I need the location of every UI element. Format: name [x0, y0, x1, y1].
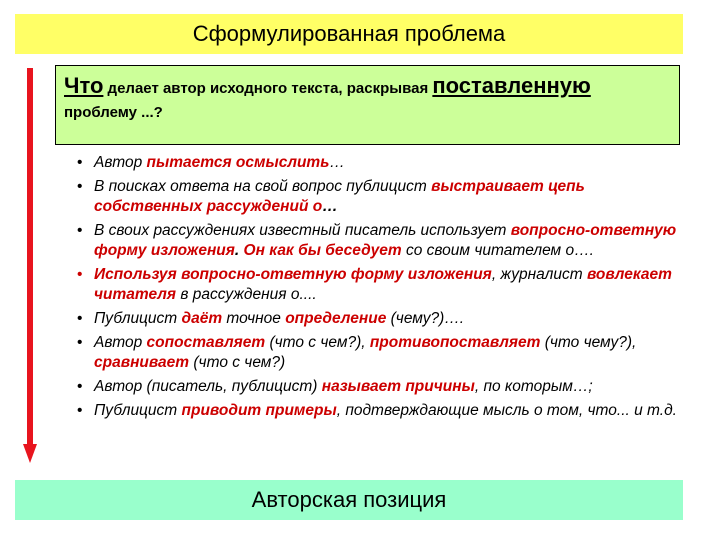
header-title: Сформулированная проблема	[192, 21, 506, 46]
list-item	[77, 401, 677, 421]
down-arrow-icon	[23, 68, 37, 463]
list-item	[77, 265, 677, 305]
highlight-phrase: вовлекает читателя	[94, 266, 672, 303]
highlight-phrase: Используя вопросно-ответную форму изложения	[94, 266, 492, 283]
question-word-what: Что	[64, 73, 104, 98]
list-item	[77, 153, 677, 173]
highlight-phrase: выстраивает цепь собственных рассуждений о	[94, 178, 585, 215]
list-item-text: Автор (писатель, публицист)	[94, 378, 322, 395]
question-box	[55, 65, 680, 145]
question-text-part2: проблему ...?	[64, 103, 163, 121]
highlight-phrase: Он как бы беседует	[243, 242, 402, 259]
list-item-text: со своим читателем о….	[401, 242, 594, 259]
list-item-text: Публицист	[94, 402, 182, 419]
header-bar	[15, 14, 683, 54]
list-item-text: , по которым…;	[474, 378, 593, 395]
list-item	[77, 309, 677, 329]
list-item-text: (что с чем?)	[189, 354, 286, 371]
list-item-text: (что чему?),	[540, 334, 637, 351]
list-item-text: , журналист	[491, 266, 587, 283]
highlight-phrase: приводит примеры	[181, 402, 337, 419]
list-item-text: Автор	[94, 334, 147, 351]
list-item	[77, 177, 677, 217]
list-item-text: В поисках ответа на свой вопрос публицист	[94, 178, 432, 195]
list-item-text: В своих рассуждениях известный писатель использует	[94, 222, 511, 239]
highlight-phrase: противопоставляет	[369, 334, 541, 351]
highlight-phrase: определение	[285, 310, 387, 327]
highlight-phrase: даёт	[181, 310, 223, 327]
highlight-phrase: пытается осмыслить	[146, 154, 330, 171]
highlight-phrase: вопросно-ответную форму изложения	[94, 222, 677, 259]
list-item	[77, 377, 677, 397]
list-item-text: .	[234, 242, 244, 259]
highlight-phrase: сопоставляет	[146, 334, 266, 351]
list-item-text: точное	[222, 310, 286, 327]
footer-title: Авторская позиция	[251, 487, 447, 512]
list-item-text: , подтверждающие мысль о том, что... и т.д.	[336, 402, 677, 419]
question-text-part1: делает автор исходного текста, раскрывая	[103, 80, 433, 97]
list-item-text: в рассуждения о....	[176, 286, 317, 303]
highlight-phrase: сравнивает	[94, 354, 190, 371]
phrase-list	[77, 153, 677, 425]
list-item-text: (что с чем?),	[265, 334, 370, 351]
question-word-posed: поставленную	[432, 73, 591, 98]
list-item-text: (чему?)….	[386, 310, 465, 327]
highlight-phrase: называет причины	[321, 378, 475, 395]
list-item	[77, 333, 677, 373]
list-item-text: …	[329, 154, 345, 171]
list-item-text: Публицист	[94, 310, 182, 327]
list-item-text: Автор	[94, 154, 147, 171]
footer-bar	[15, 480, 683, 520]
list-item	[77, 221, 677, 261]
list-item-text: …	[322, 198, 338, 215]
